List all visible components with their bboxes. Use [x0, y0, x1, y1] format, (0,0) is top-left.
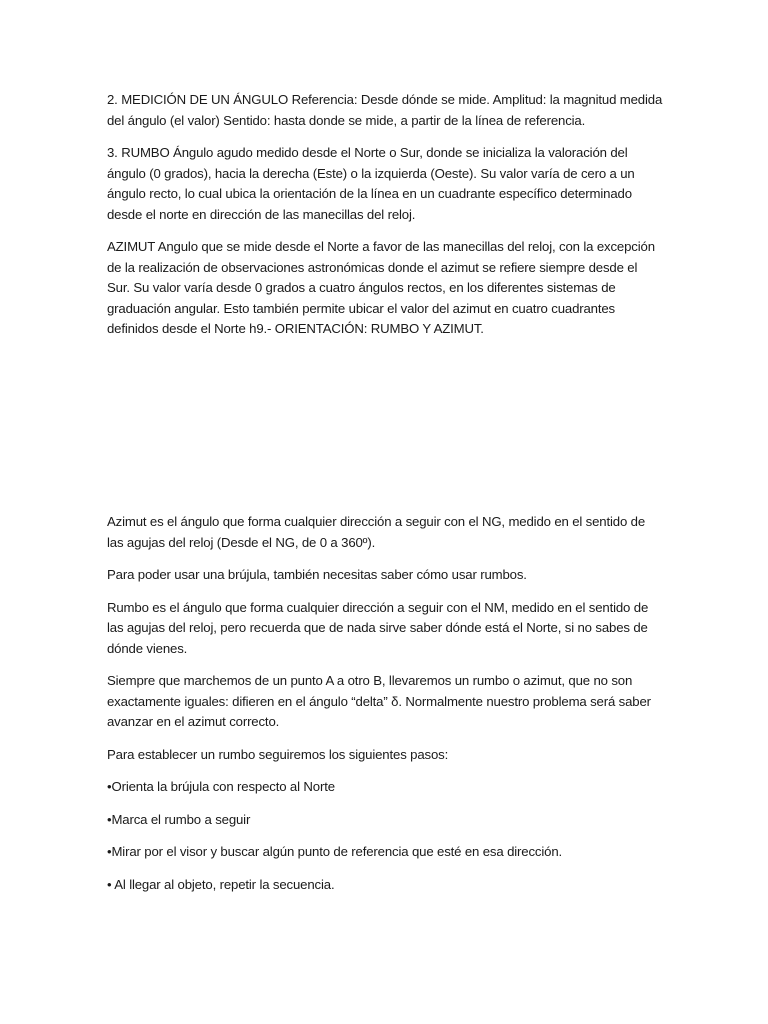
paragraph-rumbo-definition: 3. RUMBO Ángulo agudo medido desde el Norte o Sur, donde se inicializa la valoración del ángulo (0 grados), hacia la derecha (Este) o la izquierda (Oeste). Su valor varía de cero a un ángulo recto, lo cual ubica la orientación de la línea en un cuadrante específico determinado desde el norte en dirección de las manecillas del reloj. [107, 145, 635, 222]
step-mirar-visor: •Mirar por el visor y buscar algún punto de referencia que esté en esa dirección. [107, 844, 563, 859]
paragraph-azimut-definition: AZIMUT Angulo que se mide desde el Norte a favor de las manecillas del reloj, con la excepción de la realización de observaciones astronómicas donde el azimut se refiere siempre desde el Sur. Su valor varía desde 0 grados a cuatro ángulos rectos, en los diferentes sistemas de graduación angular. Esto también permite ubicar el valor del azimut en cuatro cuadrantes definidos desde el Norte h9.- ORIENTACIÓN: RUMBO Y AZIMUT. [107, 239, 655, 336]
paragraph-pasos-intro: Para establecer un rumbo seguiremos los siguientes pasos: [107, 746, 449, 762]
bottom-text-section [107, 512, 663, 895]
paragraph-medicion-angulo: 2. MEDICIÓN DE UN ÁNGULO Referencia: Desde dónde se mide. Amplitud: la magnitud medida del ángulo (el valor) Sentido: hasta donde se mide, a partir de la línea de referencia. [107, 92, 663, 128]
paragraph-rumbo-nm: Rumbo es el ángulo que forma cualquier dirección a seguir con el NM, medido en el sentido de las agujas del reloj, pero recuerda que de nada sirve saber dónde está el Norte, si no sabes de dónde vienes. [107, 599, 649, 656]
step-marca-rumbo: •Marca el rumbo a seguir [107, 811, 251, 827]
paragraph-azimut-ng: Azimut es el ángulo que forma cualquier dirección a seguir con el NG, medido en el sentido de las agujas del reloj (Desde el NG, de 0 a 360º). [107, 514, 646, 550]
paragraph-brujula: Para poder usar una brújula, también necesitas saber cómo usar rumbos. [107, 567, 527, 582]
step-repetir-secuencia: • Al llegar al objeto, repetir la secuencia. [107, 876, 335, 892]
paragraph-marcha-a-b: Siempre que marchemos de un punto A a otro B, llevaremos un rumbo o azimut, que no son exactamente iguales: difieren en el ángulo “delta” δ. Normalmente nuestro problema será saber avanzar en el azimut correcto. [107, 673, 651, 729]
step-orienta-brujula: •Orienta la brújula con respecto al Norte [107, 779, 335, 794]
top-text-section [107, 90, 663, 340]
